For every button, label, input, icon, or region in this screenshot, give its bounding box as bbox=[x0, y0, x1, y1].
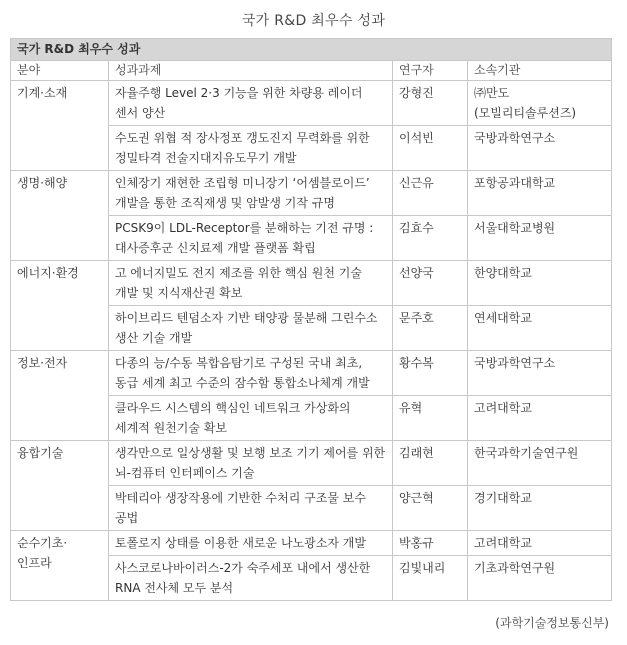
field-cell: 생명·해양 bbox=[11, 171, 109, 261]
institution-cell: 기초과학연구원 bbox=[468, 556, 612, 601]
field-cell: 에너지·환경 bbox=[11, 261, 109, 351]
title-cell: 사스코로나바이러스-2가 숙주세포 내에서 생산한 RNA 전사체 모두 분석 bbox=[109, 556, 393, 601]
institution-cell: 고려대학교 bbox=[468, 396, 612, 441]
field-cell: 융합기술 bbox=[11, 441, 109, 531]
researcher-cell: 양근혁 bbox=[393, 486, 468, 531]
column-header-researcher: 연구자 bbox=[393, 61, 468, 81]
title-cell: 토폴로지 상태를 이용한 새로운 나노광소자 개발 bbox=[109, 531, 393, 556]
source-note: (과학기술정보통신부) bbox=[495, 616, 609, 630]
title-cell: 자율주행 Level 2·3 기능을 위한 차량용 레이더 센서 양산 bbox=[109, 81, 393, 126]
title-cell: 클라우드 시스템의 핵심인 네트워크 가상화의 세계적 원천기술 확보 bbox=[109, 396, 393, 441]
researcher-cell: 김효수 bbox=[393, 216, 468, 261]
institution-cell: 경기대학교 bbox=[468, 486, 612, 531]
institution-cell: 고려대학교 bbox=[468, 531, 612, 556]
title-cell: PCSK9이 LDL-Receptor를 분해하는 기전 규명 : 대사증후군 신치료제 개발 플랫폼 확립 bbox=[109, 216, 393, 261]
institution-cell: 서울대학교병원 bbox=[468, 216, 612, 261]
institution-cell: 한국과학기술연구원 bbox=[468, 441, 612, 486]
table-row bbox=[11, 531, 612, 556]
table-row bbox=[11, 171, 612, 216]
title-cell: 박테리아 생장작용에 기반한 수처리 구조물 보수 공법 bbox=[109, 486, 393, 531]
column-header-institution: 소속기관 bbox=[468, 61, 612, 81]
institution-cell: 연세대학교 bbox=[468, 306, 612, 351]
researcher-cell: 신근유 bbox=[393, 171, 468, 216]
field-cell: 기계·소재 bbox=[11, 81, 109, 171]
column-header-row bbox=[11, 61, 612, 81]
institution-cell: ㈜만도 (모빌리티솔루션즈) bbox=[468, 81, 612, 126]
table-band-row bbox=[11, 39, 612, 61]
table-row bbox=[11, 351, 612, 396]
researcher-cell: 이석빈 bbox=[393, 126, 468, 171]
institution-cell: 포항공과대학교 bbox=[468, 171, 612, 216]
researcher-cell: 김빛내리 bbox=[393, 556, 468, 601]
researcher-cell: 김래현 bbox=[393, 441, 468, 486]
institution-cell: 국방과학연구소 bbox=[468, 126, 612, 171]
page-title: 국가 R&D 최우수 성과 bbox=[241, 13, 386, 29]
table-row bbox=[11, 81, 612, 126]
column-header-field: 분야 bbox=[11, 61, 109, 81]
researcher-cell: 박홍규 bbox=[393, 531, 468, 556]
title-cell: 다종의 능/수동 복합음탐기로 구성된 국내 최초, 동급 세계 최고 수준의 잠수함 통합소나체계 개발 bbox=[109, 351, 393, 396]
researcher-cell: 선양국 bbox=[393, 261, 468, 306]
title-cell: 수도권 위협 적 장사정포 갱도진지 무력화를 위한 정밀타격 전술지대지유도무기 개발 bbox=[109, 126, 393, 171]
title-cell: 하이브리드 텐덤소자 기반 태양광 물분해 그린수소 생산 기술 개발 bbox=[109, 306, 393, 351]
rd-results-table bbox=[10, 38, 612, 601]
institution-cell: 국방과학연구소 bbox=[468, 351, 612, 396]
title-cell: 고 에너지밀도 전지 제조를 위한 핵심 원천 기술 개발 및 지식재산권 확보 bbox=[109, 261, 393, 306]
researcher-cell: 강형진 bbox=[393, 81, 468, 126]
table-row bbox=[11, 441, 612, 486]
institution-cell: 한양대학교 bbox=[468, 261, 612, 306]
field-cell: 순수기초· 인프라 bbox=[11, 531, 109, 601]
table-row bbox=[11, 261, 612, 306]
researcher-cell: 황수복 bbox=[393, 351, 468, 396]
field-cell: 정보·전자 bbox=[11, 351, 109, 441]
title-cell: 생각만으로 일상생활 및 보행 보조 기기 제어를 위한 뇌-컴퓨터 인터페이스 기술 bbox=[109, 441, 393, 486]
researcher-cell: 문주호 bbox=[393, 306, 468, 351]
column-header-title: 성과과제 bbox=[109, 61, 393, 81]
title-cell: 인체장기 재현한 조립형 미니장기 ‘어셈블로이드’ 개발을 통한 조직재생 및 암발생 기작 규명 bbox=[109, 171, 393, 216]
researcher-cell: 유혁 bbox=[393, 396, 468, 441]
table-band-title: 국가 R&D 최우수 성과 bbox=[11, 39, 612, 61]
